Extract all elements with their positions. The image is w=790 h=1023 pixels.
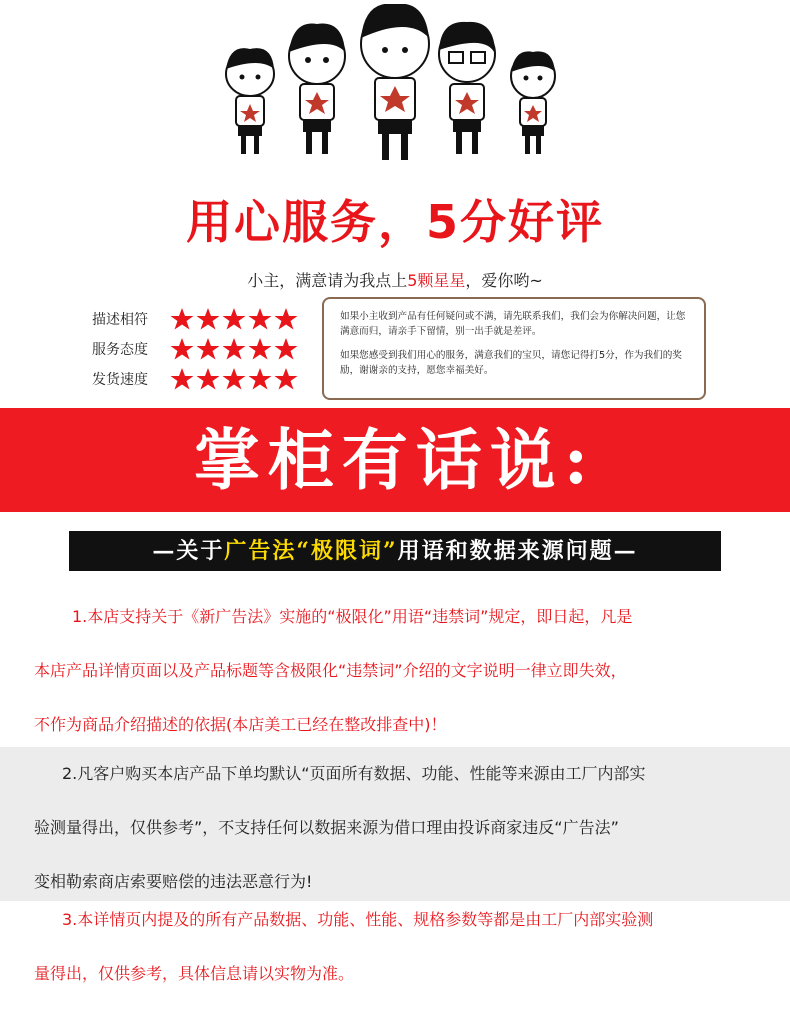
note-paragraph-2: 如果您感受到我们用心的服务，满意我们的宝贝，请您记得打5分，作为我们的奖励，谢谢亲的支持，愿您幸福美好。 [340, 350, 682, 376]
star-rating [170, 367, 298, 391]
rating-label: 服务态度 [92, 342, 148, 358]
cartoon-kids-illustration [205, 4, 585, 174]
paragraph-2-line: 变相勒索商店索要赔偿的违法恶意行为! [34, 872, 313, 891]
rating-label: 发货速度 [92, 372, 148, 388]
slogan-title: 用心服务，5分好评 [185, 195, 604, 249]
paragraph-1-line: 本店产品详情页面以及产品标题等含极限化“违禁词”介绍的文字说明一律立即失效， [34, 661, 627, 680]
kid-2 [289, 24, 345, 154]
kid-4 [439, 22, 495, 154]
rating-row [92, 304, 312, 334]
paragraph-1-line: 不作为商品介绍描述的依据(本店美工已经在整改排查中)！ [34, 715, 447, 734]
star-icon [170, 367, 194, 391]
rating-request-section [0, 0, 790, 405]
star-icon [170, 307, 194, 331]
star-icon [274, 337, 298, 361]
seller-note-box [322, 297, 706, 400]
paragraph-3-line: 3.本详情页内提及的所有产品数据、功能、性能、规格参数等都是由工厂内部实验测 [62, 910, 654, 929]
star-icon [196, 367, 220, 391]
star-icon [248, 307, 272, 331]
star-rating [170, 307, 298, 331]
subline-text-pre: 小主，满意请为我点上 [247, 271, 408, 290]
subline-text-post: ，爱你哟~ [465, 271, 543, 290]
paragraph-2-line: 2.凡客户购买本店产品下单均默认“页面所有数据、功能、性能等来源由工厂内部实 [62, 764, 646, 783]
shopkeeper-banner: 掌柜有话说: [0, 408, 790, 512]
kid-5 [511, 51, 555, 154]
rating-request-subline [0, 268, 790, 291]
star-icon [274, 307, 298, 331]
notice-paragraph-1 [0, 590, 790, 752]
kid-1 [226, 48, 274, 154]
kid-3 [361, 4, 429, 160]
star-icon [170, 337, 194, 361]
star-icon [248, 337, 272, 361]
notice-title-pre: —关于 [152, 538, 225, 564]
paragraph-1-line: 1.本店支持关于《新广告法》实施的“极限化”用语“违禁词”规定，即日起，凡是 [72, 607, 633, 626]
notice-paragraph-2 [0, 747, 790, 901]
star-icon [222, 367, 246, 391]
notice-paragraph-3 [0, 893, 790, 1001]
subline-highlight: 5颗星星 [407, 271, 466, 290]
rating-list [92, 304, 312, 394]
paragraph-2-line: 验测量得出，仅供参考”，不支持任何以数据来源为借口理由投诉商家违反“广告法” [34, 818, 619, 837]
star-icon [196, 307, 220, 331]
star-icon [248, 367, 272, 391]
star-icon [222, 307, 246, 331]
paragraph-3-line: 量得出，仅供参考，具体信息请以实物为准。 [34, 964, 355, 983]
star-icon [222, 337, 246, 361]
notice-title-highlight: 广告法“极限词” [224, 538, 398, 564]
star-icon [274, 367, 298, 391]
notice-title-bar [69, 531, 721, 571]
rating-row [92, 364, 312, 394]
rating-row [92, 334, 312, 364]
note-paragraph-1: 如果小主收到产品有任何疑问或不满，请先联系我们，我们会为你解决问题，让您满意而归，请亲手下留情，别一出手就是差评。 [340, 311, 686, 337]
notice-title-post: 用语和数据来源问题— [397, 538, 638, 564]
rating-label: 描述相符 [92, 312, 148, 328]
star-icon [196, 337, 220, 361]
star-rating [170, 337, 298, 361]
